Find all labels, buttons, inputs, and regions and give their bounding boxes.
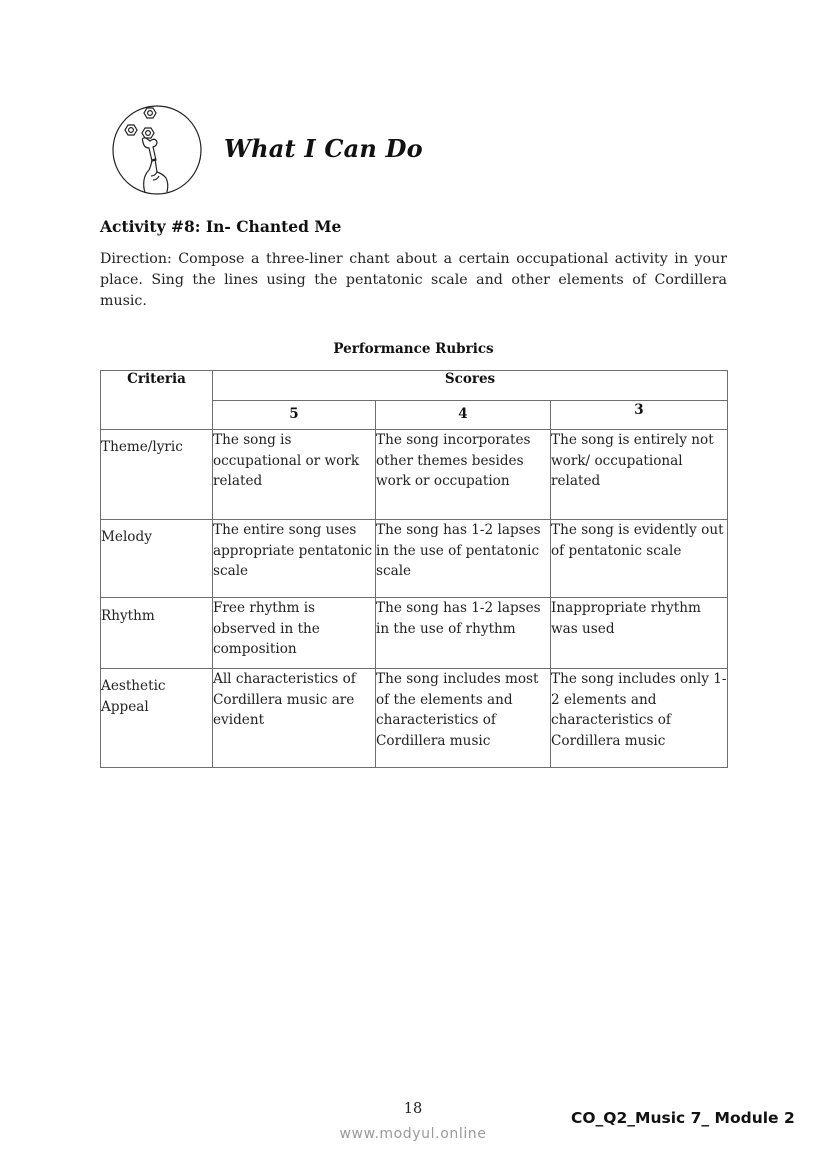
table-row (101, 669, 728, 768)
module-code: CO_Q2_Music 7_ Module 2 (571, 1109, 795, 1127)
rubric-cell: The song has 1-2 lapses in the use of rhythm (376, 598, 551, 669)
score-label: 3 (634, 402, 644, 418)
criterion-cell: Theme/lyric (101, 430, 213, 520)
table-row (101, 520, 728, 598)
rubric-cell: All characteristics of Cordillera music are evident (213, 669, 376, 768)
score-column-5 (213, 401, 376, 430)
section-heading: What I Can Do (224, 134, 423, 163)
score-column-3 (551, 401, 728, 430)
score-label: 5 (289, 406, 299, 422)
rubric-cell: The song includes only 1-2 elements and characteristics of Cordillera music (551, 669, 728, 768)
criterion-cell: Rhythm (101, 598, 213, 669)
rubric-cell: The song is entirely not work/ occupational related (551, 430, 728, 520)
scores-header: Scores (213, 371, 728, 401)
rubric-cell: Inappropriate rhythm was used (551, 598, 728, 669)
score-label: 4 (458, 406, 468, 422)
activity-title: Activity #8: In- Chanted Me (100, 217, 342, 236)
table-row (101, 430, 728, 520)
activity-direction: Direction: Compose a three-liner chant about a certain occupational activity in your place. Sing the lines using the pentatonic scale and other elements of Cordillera music. (100, 251, 727, 309)
rubric-cell: Free rhythm is observed in the composition (213, 598, 376, 669)
rubric-cell: The song has 1-2 lapses in the use of pentatonic scale (376, 520, 551, 598)
criterion-cell: Aesthetic Appeal (101, 669, 213, 768)
rubric-cell: The song is evidently out of pentatonic scale (551, 520, 728, 598)
rubric-cell: The entire song uses appropriate pentatonic scale (213, 520, 376, 598)
table-row (101, 598, 728, 669)
page-number: 18 (403, 1101, 423, 1117)
criterion-cell: Melody (101, 520, 213, 598)
rubric-cell: The song includes most of the elements and characteristics of Cordillera music (376, 669, 551, 768)
hand-wrench-nuts-icon (111, 104, 203, 196)
rubric-header-row (101, 371, 728, 401)
score-column-4 (376, 401, 551, 430)
watermark-url: www.modyul.online (339, 1126, 487, 1142)
rubric-table (100, 370, 728, 768)
criteria-header: Criteria (101, 371, 213, 430)
rubric-title: Performance Rubrics (333, 341, 494, 357)
rubric-cell: The song is occupational or work related (213, 430, 376, 520)
rubric-cell: The song incorporates other themes besides work or occupation (376, 430, 551, 520)
